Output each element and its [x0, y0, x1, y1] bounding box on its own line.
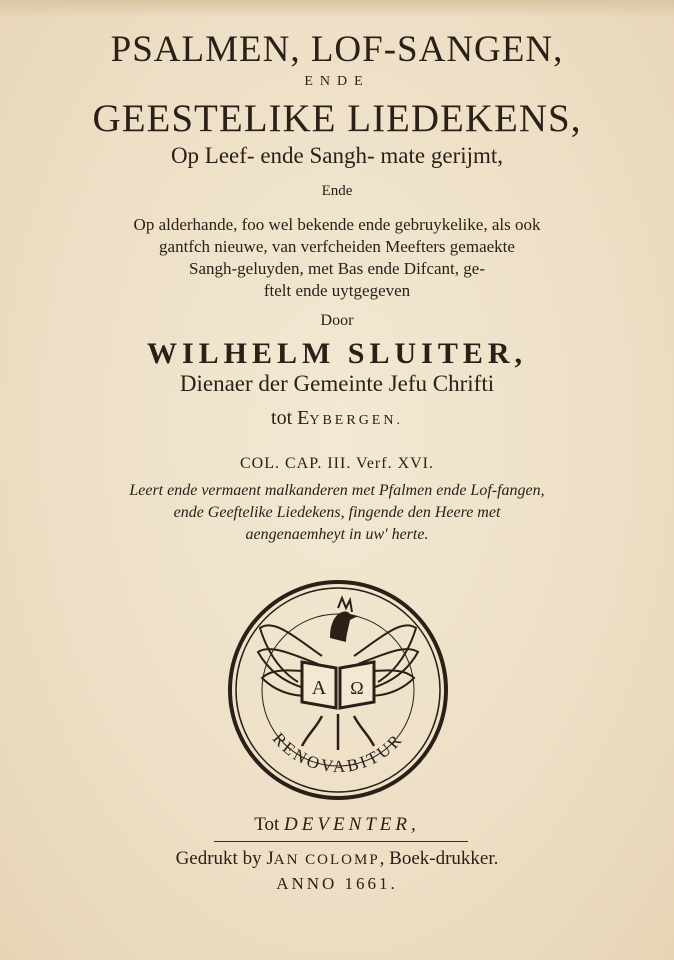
- quote-block: [0, 480, 674, 546]
- description-block: [0, 214, 674, 302]
- title-conjunction: ENDE: [304, 74, 370, 89]
- seal-motto: RENOVABITUR: [268, 729, 408, 777]
- author-place-rest: YBERGEN.: [309, 413, 403, 428]
- city-name: DEVENTER,: [284, 814, 420, 835]
- title-line-3: GEESTELIKE LIEDEKENS,: [92, 97, 582, 140]
- imprint-rule: [214, 841, 468, 842]
- quote-line: aengenaemheyt in uw' herte.: [245, 526, 429, 543]
- author-name: WILHELM SLUITER,: [146, 337, 528, 370]
- description-line: Sangh-geluyden, met Bas ende Difcant, ge-: [189, 259, 485, 278]
- book-right-letter: Ω: [350, 678, 364, 698]
- quote-reference: COL. CAP. III. Verf. XVI.: [239, 455, 435, 472]
- description-line: Op alderhande, foo wel bekende ende gebruykelike, als ook: [133, 215, 541, 234]
- page-edge-shadow: [0, 0, 674, 18]
- imprint-city: [0, 814, 674, 836]
- book-left-letter: A: [311, 677, 327, 699]
- author-role: Dienaer der Gemeinte Jefu Chrifti: [179, 371, 495, 396]
- printer-prefix: Gedrukt by J: [175, 848, 274, 869]
- author-place-prefix: tot E: [271, 407, 310, 429]
- printer-name: AN COLOMP: [273, 852, 380, 868]
- ende-label: Ende: [321, 183, 353, 199]
- imprint-printer: [0, 848, 674, 870]
- quote-line: Leert ende vermaent malkanderen met Pfalmen ende Lof-fangen,: [129, 482, 545, 499]
- phoenix-book-seal-icon: [226, 578, 450, 802]
- quote-line: ende Geeftelike Liedekens, fingende den Heere met: [173, 504, 501, 521]
- description-line: gantfch nieuwe, van verfcheiden Meefters gemaekte: [159, 237, 515, 256]
- title-line-1: PSALMEN, LOF-SANGEN,: [110, 29, 564, 70]
- description-line: ftelt ende uytgegeven: [263, 281, 411, 300]
- imprint-year: ANNO 1661.: [276, 874, 398, 893]
- printer-suffix: , Boek-drukker.: [379, 848, 499, 869]
- author-place: [0, 407, 674, 430]
- door-label: Door: [320, 312, 354, 329]
- subtitle: Op Leef- ende Sangh- mate gerijmt,: [170, 143, 504, 168]
- city-prefix: Tot: [254, 814, 285, 835]
